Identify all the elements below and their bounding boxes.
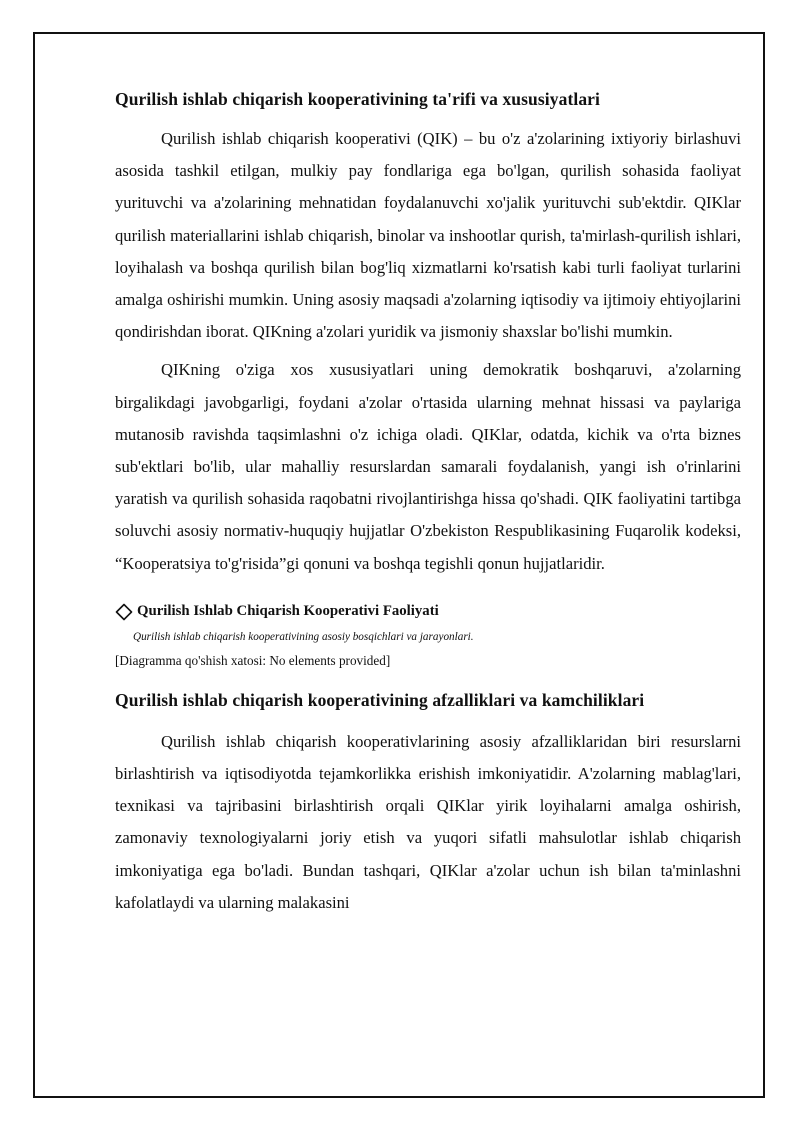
diagram-title-row xyxy=(115,600,741,624)
paragraph-features: QIKning o'ziga xos xususiyatlari uning demokratik boshqaruvi, a'zolarning birgalikdagi javobgarligi, foydani a'zolar o'rtasida ularning mehnat hissasi va paylariga mutanosib ravishda taqsimlashni o'z ichiga oladi. QIKlar, odatda, kichik va o'rta biznes sub'ektlari bo'lib, ular mahalliy resurslardan samarali foydalanish, yangi ish o'rinlarini yaratish va qurilish sohasida raqobatni rivojlantirishga hissa qo'shadi. QIK faoliyatini tartibga soluvchi asosiy normativ-huquqiy hujjatlar O'zbekiston Respublikasining Fuqarolik kodeksi, “Kooperatsiya to'g'risida”gi qonuni va boshqa tegishli qonun hujjatlaridir. xyxy=(115,360,741,573)
document-body xyxy=(115,85,741,919)
tag-icon xyxy=(115,603,133,621)
diagram-placeholder xyxy=(115,600,741,672)
diagram-subtitle: Qurilish ishlab chiqarish kooperativining asosiy bosqichlari va jarayonlari. xyxy=(133,630,474,643)
diagram-error-message: [Diagramma qo'shish xatosi: No elements provided] xyxy=(115,652,391,668)
section-heading-definition: Qurilish ishlab chiqarish kooperativining ta'rifi va xususiyatlari xyxy=(115,89,601,109)
paragraph-definition: Qurilish ishlab chiqarish kooperativi (QIK) – bu o'z a'zolarining ixtiyoriy birlashuvi asosida tashkil etilgan, mulkiy pay fondlariga ega bo'lgan, qurilish sohasida faoliyat yurituvchi va a'zolarining mehnatidan foydalanuvchi xo'jalik yurituvchi sub'ektdir. QIKlar qurilish materiallarini ishlab chiqarish, binolar va inshootlar qurish, ta'mirlash-qurilish ishlari, loyihalash va boshqa qurilish bilan bog'liq xizmatlarni ko'rsatish kabi turli faoliyat turlarini amalga oshirishi mumkin. Uning asosiy maqsadi a'zolarning iqtisodiy va ijtimoiy ehtiyojlarini qondirishdan iborat. QIKning a'zolari yuridik va jismoniy shaxslar bo'lishi mumkin. xyxy=(115,129,741,342)
section-heading-pros-cons: Qurilish ishlab chiqarish kooperativining afzalliklari va kamchiliklari xyxy=(115,689,645,710)
paragraph-advantages: Qurilish ishlab chiqarish kooperativlarining asosiy afzalliklaridan biri resurslarni birlashtirish va iqtisodiyotda tejamkorlikka erishish imkoniyatidir. A'zolarning mablag'lari, texnikasi va tajribasini birlashtirish orqali QIKlar yirik loyihalarni amalga oshirish, zamonaviy texnologiyalarni joriy etish va yuqori sifatli mahsulotlar ishlab chiqarish imkoniyatiga ega bo'ladi. Bundan tashqari, QIKlar a'zolar uchun ish bilan ta'minlashni kafolatlaydi va ularning malakasini xyxy=(115,731,741,912)
diagram-title: Qurilish Ishlab Chiqarish Kooperativi Faoliyati xyxy=(137,603,439,620)
